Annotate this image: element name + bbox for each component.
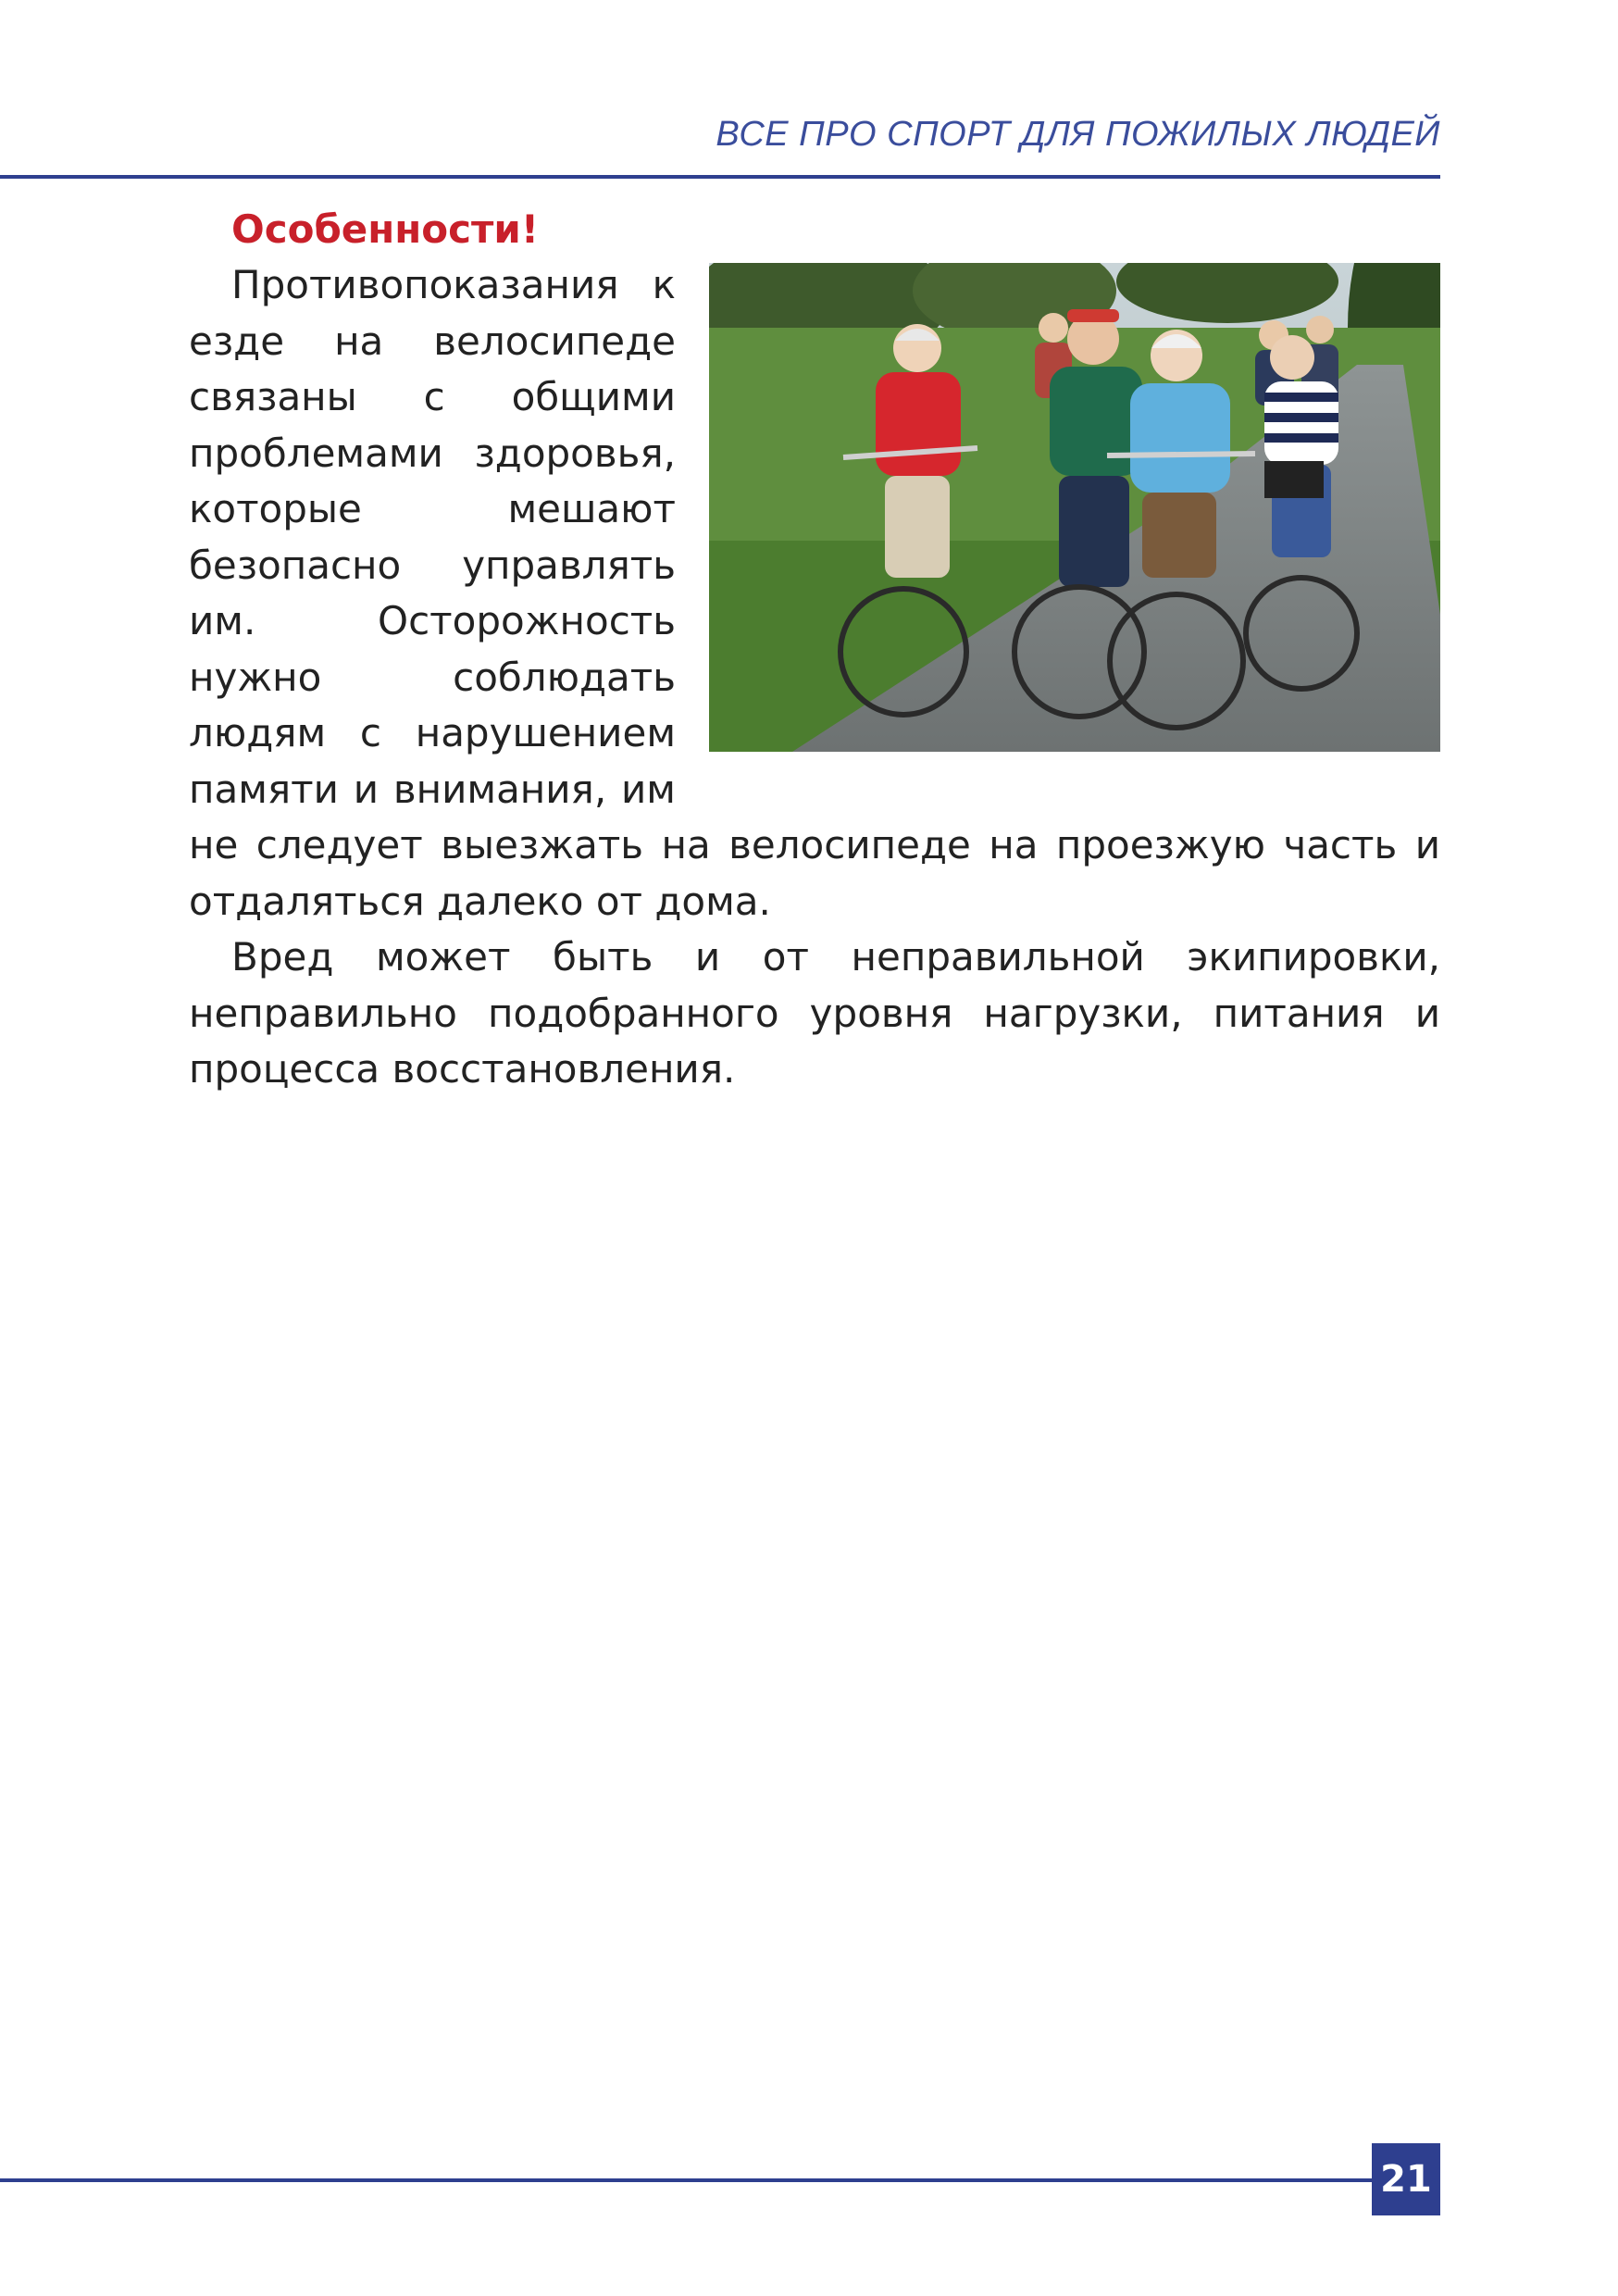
cyclists-photo: [709, 263, 1440, 752]
paragraph-contraindications: Противопоказания к езде на велосипеде связаны с общими проблемами здоровья, которые мешают безопасно управлять им. Осторожность нужно соблюдать людям с нарушением памяти и внимания, им не следует выезжать на велосипеде на проезжую часть и отдаляться далеко от дома.: [189, 262, 1440, 924]
running-header-title: ВСЕ ПРО СПОРТ ДЛЯ ПОЖИЛЫХ ЛЮДЕЙ: [716, 115, 1440, 154]
page-content: [189, 202, 1440, 1098]
cyclists-photo-illustration: [709, 263, 1440, 752]
paragraph-harm: Вред может быть и от неправильной экипировки, неправильно подобранного уровня нагрузки, питания и процесса восстановления.: [189, 934, 1440, 1092]
footer-divider: [0, 2178, 1372, 2182]
page-number: 21: [1372, 2143, 1440, 2215]
header-divider: [0, 175, 1440, 179]
section-heading: Особенности!: [231, 206, 539, 252]
